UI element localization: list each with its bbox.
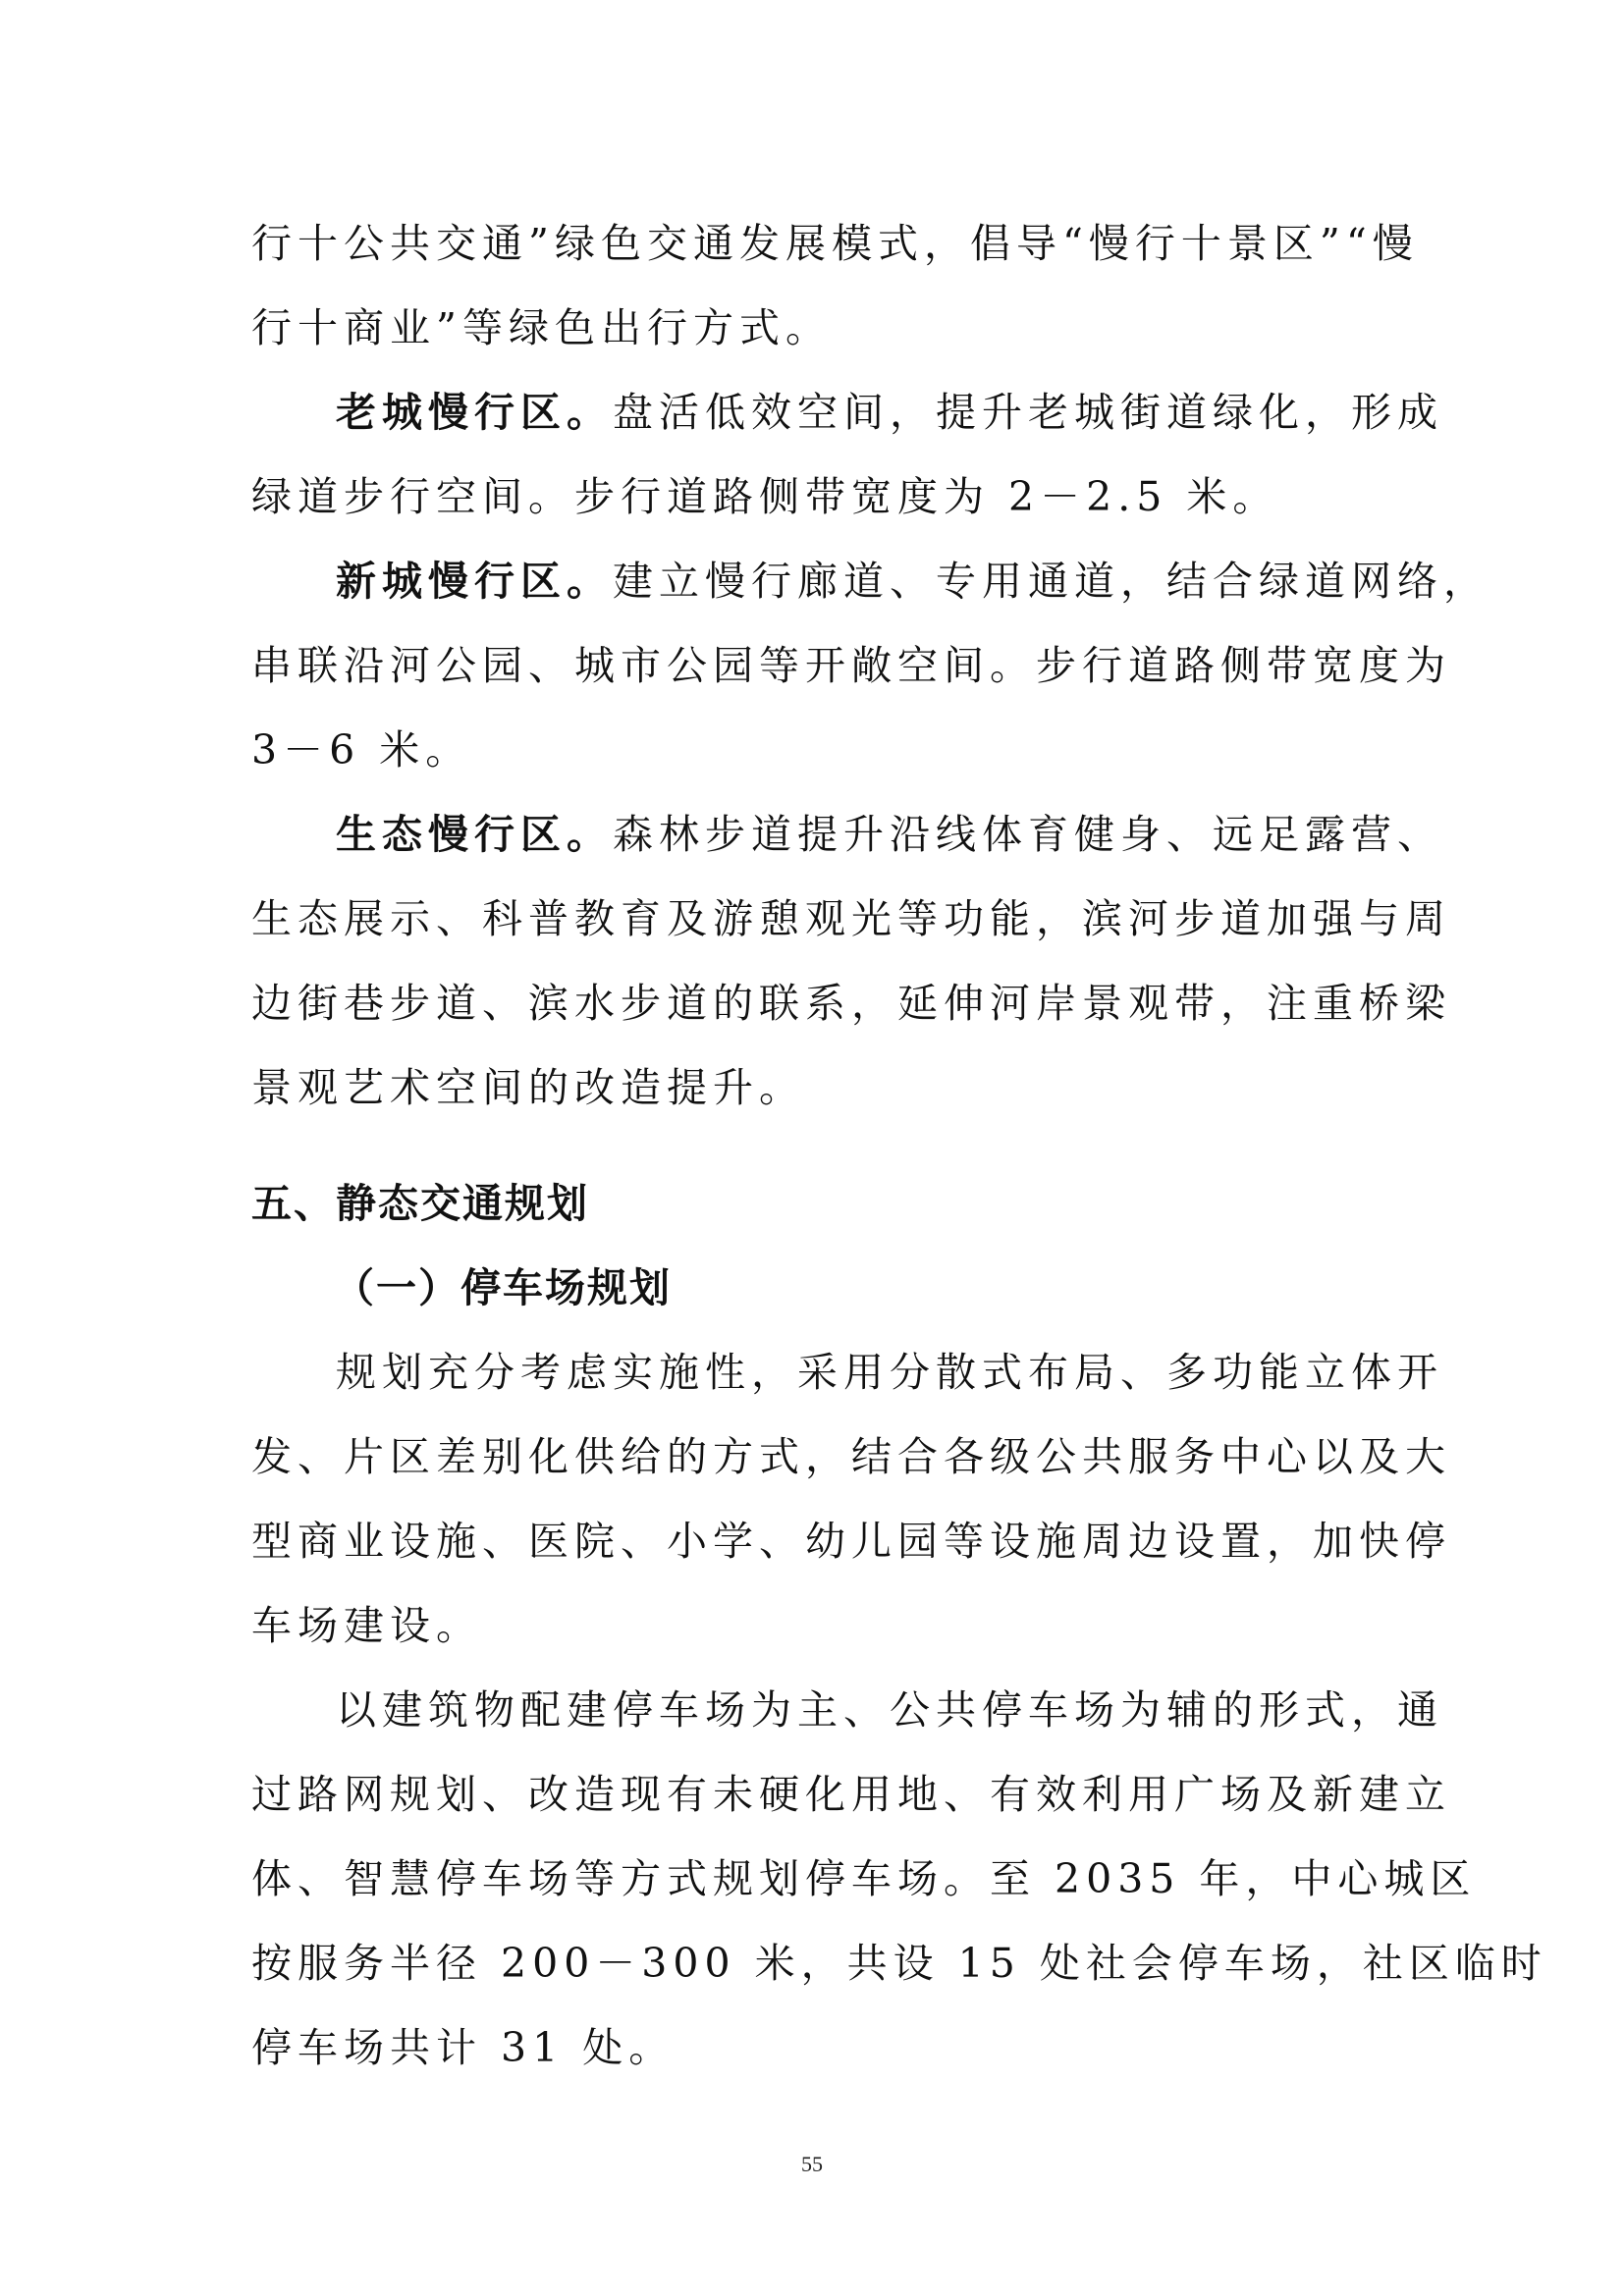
intro-line-2: 行十商业”等绿色出行方式。 xyxy=(251,304,832,351)
parking-p2-line-1: 以建筑物配建停车场为主、公共停车场为辅的形式，通 xyxy=(336,1686,1443,1734)
subsection-title: （一）停车场规划 xyxy=(334,1264,672,1311)
parking-p2-line-3: 体、智慧停车场等方式规划停车场。至 2035 年，中心城区 xyxy=(251,1855,1477,1902)
parking-p1-line-3: 型商业设施、医院、小学、幼儿园等设施周边设置，加快停 xyxy=(251,1518,1451,1565)
parking-p1-line-1: 规划充分考虑实施性，采用分散式布局、多功能立体开 xyxy=(336,1349,1443,1396)
eco-line-1 xyxy=(336,807,1443,862)
parking-p2-line-2: 过路网规划、改造现有未硬化用地、有效利用广场及新建立 xyxy=(251,1771,1451,1818)
parking-p1-line-2: 发、片区差别化供给的方式，结合各级公共服务中心以及大 xyxy=(251,1433,1451,1480)
eco-line-3: 边街巷步道、滨水步道的联系，延伸河岸景观带，注重桥梁 xyxy=(251,980,1451,1027)
intro-line-1: 行十公共交通”绿色交通发展模式，倡导“慢行十景区”“慢 xyxy=(251,220,1419,267)
new-city-line-2: 串联沿河公园、城市公园等开敞空间。步行道路侧带宽度为 xyxy=(251,642,1451,689)
new-city-line-1 xyxy=(336,554,1489,609)
parking-p2-line-5: 停车场共计 31 处。 xyxy=(251,2024,676,2071)
parking-p1-line-4: 车场建设。 xyxy=(251,1602,482,1649)
old-city-title: 老城慢行区。 xyxy=(336,389,613,436)
parking-p2-line-4: 按服务半径 200－300 米，共设 15 处社会停车场，社区临时 xyxy=(251,1940,1547,1987)
new-city-text: 建立慢行廊道、专用通道，结合绿道网络， xyxy=(613,558,1489,605)
old-city-line-1 xyxy=(336,385,1443,440)
new-city-title: 新城慢行区。 xyxy=(336,558,613,605)
new-city-line-3: 3－6 米。 xyxy=(251,726,472,774)
page-number: 55 xyxy=(801,2152,823,2176)
eco-line-2: 生态展示、科普教育及游憩观光等功能，滨河步道加强与周 xyxy=(251,895,1451,942)
section-title: 五、静态交通规划 xyxy=(251,1180,589,1227)
eco-text: 森林步道提升沿线体育健身、远足露营、 xyxy=(613,811,1443,858)
old-city-line-2: 绿道步行空间。步行道路侧带宽度为 2－2.5 米。 xyxy=(251,473,1279,520)
old-city-text: 盘活低效空间，提升老城街道绿化，形成 xyxy=(613,389,1443,436)
eco-title: 生态慢行区。 xyxy=(336,811,613,858)
eco-line-4: 景观艺术空间的改造提升。 xyxy=(251,1064,805,1111)
